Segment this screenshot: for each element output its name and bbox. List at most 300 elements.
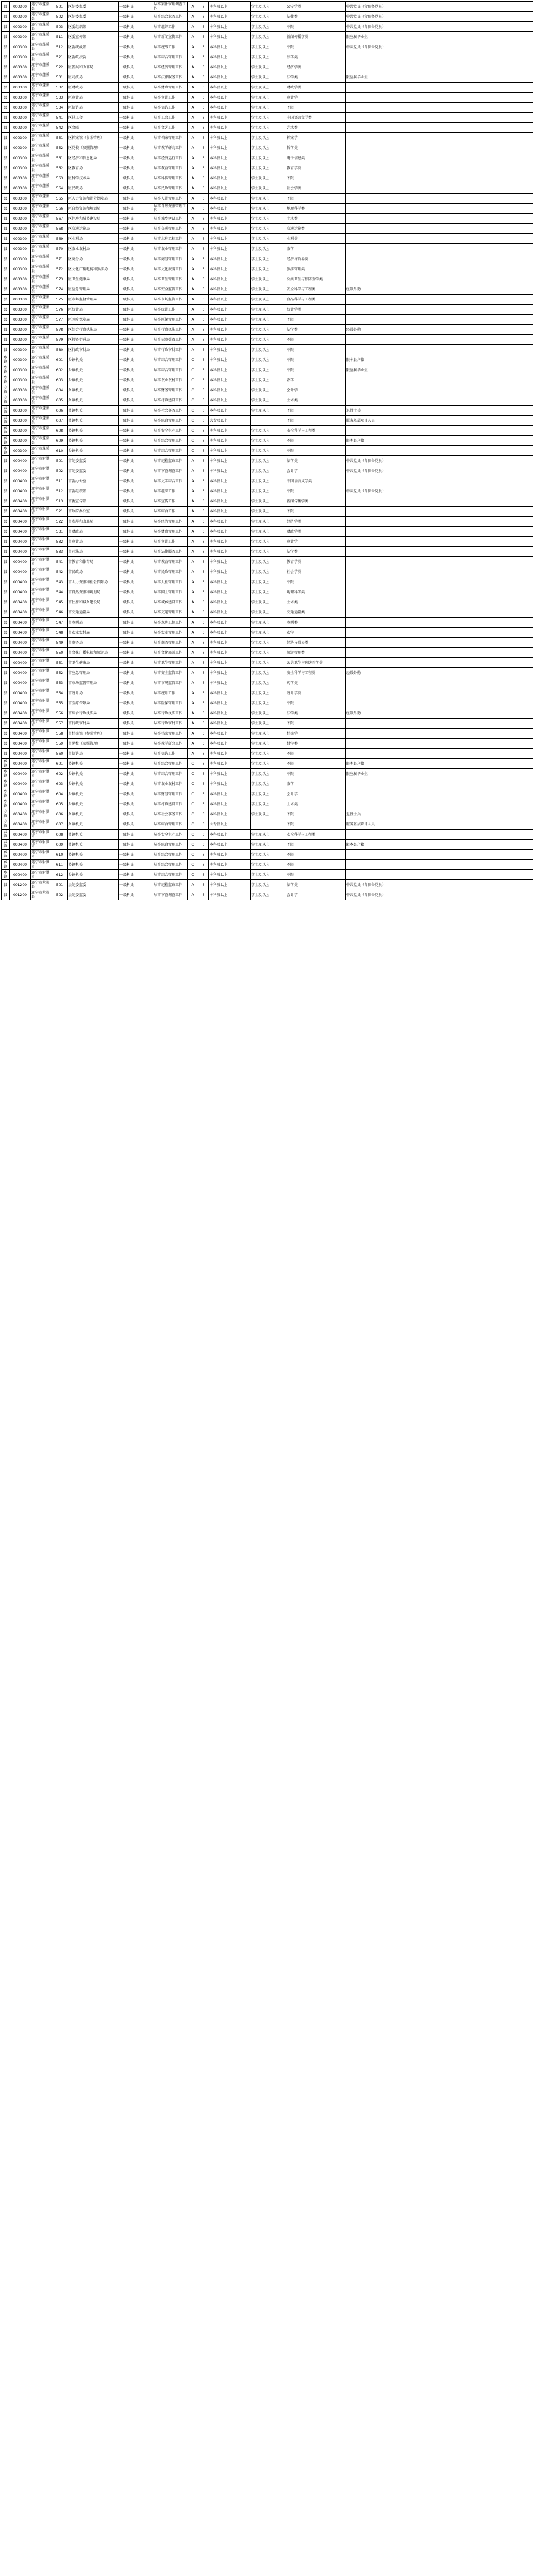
cell-recruit-num: A: [188, 173, 198, 183]
cell-level: 乡镇: [2, 355, 10, 365]
cell-ratio: 3: [198, 759, 209, 769]
cell-intro: 一级科员: [119, 395, 153, 406]
cell-cat: 从事市场监管工作: [153, 295, 188, 305]
cell-education: 本科及以上: [209, 93, 251, 103]
cell-level: 县: [2, 22, 10, 32]
cell-education: 本科及以上: [209, 557, 251, 567]
cell-education: 本科及以上: [209, 840, 251, 850]
cell-ratio: 3: [198, 284, 209, 295]
cell-level: 县: [2, 183, 10, 194]
cell-education: 本科及以上: [209, 456, 251, 466]
cell-recruit-num: A: [188, 577, 198, 587]
cell-ratio: 3: [198, 587, 209, 597]
cell-major: 不限: [286, 365, 346, 375]
cell-pos-code: 573: [52, 274, 68, 284]
cell-pos-code: 601: [52, 759, 68, 769]
cell-cat: 从事经济管理工作: [153, 62, 188, 72]
cell-degree: 学士及以上: [251, 486, 286, 496]
cell-pos-code: 551: [52, 133, 68, 143]
cell-code: 000400: [10, 719, 31, 729]
cell-pos-code: 501: [52, 880, 68, 890]
cell-cat: 从事审查调查工作: [153, 890, 188, 900]
cell-office: 遂宁市射洪市: [31, 557, 52, 567]
cell-intro: 一级科员: [119, 416, 153, 426]
table-row: [2, 194, 533, 204]
cell-level: 县: [2, 496, 10, 507]
cell-cat: 从事民政管理工作: [153, 567, 188, 577]
table-row: [2, 628, 533, 638]
cell-other: [346, 244, 533, 254]
cell-intro: 一级科员: [119, 163, 153, 173]
cell-position: 乡镇机关: [68, 759, 119, 769]
cell-cat: 从事综合管理工作: [153, 355, 188, 365]
cell-code: 000400: [10, 456, 31, 466]
cell-major: 社会学类: [286, 567, 346, 577]
cell-office: 遂宁市蓬溪县: [31, 93, 52, 103]
cell-pos-code: 513: [52, 496, 68, 507]
cell-cat: 从事综合管理工作: [153, 870, 188, 880]
cell-position: 市市场监督管理局: [68, 678, 119, 688]
cell-degree: 学士及以上: [251, 577, 286, 587]
cell-ratio: 3: [198, 446, 209, 456]
table-row: [2, 113, 533, 123]
cell-education: 本科及以上: [209, 83, 251, 93]
cell-other: [346, 335, 533, 345]
cell-ratio: 3: [198, 345, 209, 355]
cell-code: 000300: [10, 214, 31, 224]
cell-pos-code: 521: [52, 52, 68, 62]
cell-position: 市应急管理局: [68, 668, 119, 678]
table-row: [2, 93, 533, 103]
cell-office: 遂宁市射洪市: [31, 648, 52, 658]
cell-office: 遂宁市蓬溪县: [31, 214, 52, 224]
cell-office: 遂宁市射洪市: [31, 819, 52, 830]
table-row: [2, 224, 533, 234]
cell-other: [346, 375, 533, 385]
cell-major: 档案学: [286, 133, 346, 143]
cell-major: 公共卫生与预防医学类: [286, 658, 346, 668]
cell-education: 本科及以上: [209, 305, 251, 315]
cell-other: [346, 446, 533, 456]
cell-level: 乡镇: [2, 779, 10, 789]
cell-code: 000400: [10, 496, 31, 507]
cell-ratio: 3: [198, 607, 209, 618]
cell-ratio: 3: [198, 83, 209, 93]
cell-position: 区科学技术局: [68, 173, 119, 183]
cell-cat: 从事综合管理工作: [153, 436, 188, 446]
cell-ratio: 3: [198, 668, 209, 678]
cell-position: 区民政局: [68, 183, 119, 194]
cell-pos-code: 608: [52, 830, 68, 840]
cell-recruit-num: A: [188, 557, 198, 567]
cell-office: 遂宁市蓬溪县: [31, 436, 52, 446]
cell-recruit-num: A: [188, 688, 198, 698]
cell-level: 乡镇: [2, 860, 10, 870]
cell-major: 艺术类: [286, 123, 346, 133]
cell-pos-code: 502: [52, 890, 68, 900]
cell-level: 县: [2, 42, 10, 52]
cell-recruit-num: A: [188, 274, 198, 284]
cell-code: 001200: [10, 890, 31, 900]
table-row: [2, 284, 533, 295]
cell-code: 000400: [10, 537, 31, 547]
cell-office: 遂宁市蓬溪县: [31, 183, 52, 194]
cell-degree: 学士及以上: [251, 345, 286, 355]
cell-position: 市住房和城乡建设局: [68, 597, 119, 607]
cell-office: 遂宁市蓬溪县: [31, 325, 52, 335]
cell-office: 遂宁市射洪市: [31, 708, 52, 719]
cell-office: 遂宁市蓬溪县: [31, 123, 52, 133]
table-row: [2, 850, 533, 860]
cell-major: 法律类: [286, 12, 346, 22]
cell-recruit-num: C: [188, 436, 198, 446]
cell-recruit-num: A: [188, 678, 198, 688]
table-row: [2, 305, 533, 315]
cell-ratio: 3: [198, 638, 209, 648]
cell-office: 遂宁市射洪市: [31, 769, 52, 779]
cell-other: [346, 830, 533, 840]
cell-office: 遂宁市射洪市: [31, 830, 52, 840]
cell-position: 乡镇机关: [68, 840, 119, 850]
cell-degree: 学士及以上: [251, 42, 286, 52]
cell-other: 限本县户籍: [346, 840, 533, 850]
cell-ratio: 3: [198, 72, 209, 83]
cell-level: 县: [2, 739, 10, 749]
cell-other: 限应届毕业生: [346, 769, 533, 779]
cell-level: 县: [2, 62, 10, 72]
cell-intro: 一级科员: [119, 769, 153, 779]
cell-ratio: 3: [198, 335, 209, 345]
cell-intro: 一级科员: [119, 194, 153, 204]
cell-cat: 从事综合业务工作: [153, 12, 188, 22]
cell-cat: 从事安全监管工作: [153, 284, 188, 295]
cell-education: 本科及以上: [209, 759, 251, 769]
table-row: [2, 880, 533, 890]
cell-position: 乡镇机关: [68, 799, 119, 809]
cell-education: 本科及以上: [209, 355, 251, 365]
cell-recruit-num: A: [188, 618, 198, 628]
cell-intro: 一级科员: [119, 315, 153, 325]
table-row: [2, 103, 533, 113]
cell-other: [346, 678, 533, 688]
cell-other: [346, 234, 533, 244]
cell-position: 市文化广播电视和旅游局: [68, 648, 119, 658]
cell-major: 不限: [286, 870, 346, 880]
cell-pos-code: 571: [52, 254, 68, 264]
cell-intro: 一级科员: [119, 345, 153, 355]
cell-intro: 一级科员: [119, 830, 153, 840]
cell-major: 农学: [286, 628, 346, 638]
cell-level: 乡镇: [2, 850, 10, 860]
cell-ratio: 3: [198, 466, 209, 476]
cell-intro: 一级科员: [119, 224, 153, 234]
cell-recruit-num: A: [188, 547, 198, 557]
cell-ratio: 3: [198, 234, 209, 244]
cell-other: [346, 729, 533, 739]
table-row: [2, 557, 533, 567]
cell-education: 本科及以上: [209, 517, 251, 527]
cell-code: 000300: [10, 163, 31, 173]
cell-code: 000400: [10, 668, 31, 678]
cell-position: 市政府办公室: [68, 507, 119, 517]
cell-position: 市委办公室: [68, 476, 119, 486]
cell-other: [346, 799, 533, 809]
cell-ratio: 3: [198, 436, 209, 446]
cell-office: 遂宁市射洪市: [31, 799, 52, 809]
cell-ratio: 3: [198, 749, 209, 759]
cell-office: 遂宁市蓬溪县: [31, 42, 52, 52]
cell-code: 000400: [10, 476, 31, 486]
cell-other: 中共党员（含预备党员）: [346, 22, 533, 32]
cell-degree: 学士及以上: [251, 507, 286, 517]
cell-degree: 学士及以上: [251, 668, 286, 678]
table-row: [2, 62, 533, 72]
cell-code: 000300: [10, 83, 31, 93]
cell-education: 本科及以上: [209, 658, 251, 668]
cell-pos-code: 553: [52, 678, 68, 688]
table-row: [2, 264, 533, 274]
cell-ratio: 3: [198, 486, 209, 496]
cell-cat: 从事文艺工作: [153, 123, 188, 133]
cell-intro: 一级科员: [119, 305, 153, 315]
cell-other: [346, 254, 533, 264]
cell-degree: 学士及以上: [251, 143, 286, 153]
cell-cat: 从事卫生管理工作: [153, 274, 188, 284]
cell-position: 市人力资源和社会保障局: [68, 577, 119, 587]
cell-other: [346, 476, 533, 486]
cell-education: 本科及以上: [209, 527, 251, 537]
cell-pos-code: 563: [52, 173, 68, 183]
cell-position: 区医疗保障局: [68, 315, 119, 325]
cell-ratio: 3: [198, 769, 209, 779]
cell-other: [346, 163, 533, 173]
table-row: [2, 870, 533, 880]
cell-education: 本科及以上: [209, 254, 251, 264]
table-row: [2, 527, 533, 537]
cell-office: 遂宁市蓬溪县: [31, 72, 52, 83]
cell-education: 本科及以上: [209, 123, 251, 133]
cell-education: 本科及以上: [209, 365, 251, 375]
cell-major: 地理科学类: [286, 204, 346, 214]
cell-cat: 从事水利工程工作: [153, 234, 188, 244]
cell-intro: 一级科员: [119, 618, 153, 628]
cell-ratio: 3: [198, 850, 209, 860]
cell-education: 本科及以上: [209, 395, 251, 406]
cell-other: [346, 577, 533, 587]
cell-office: 遂宁市射洪市: [31, 779, 52, 789]
cell-education: 本科及以上: [209, 799, 251, 809]
cell-code: 000400: [10, 638, 31, 648]
cell-position: 市行政审批局: [68, 719, 119, 729]
cell-code: 000300: [10, 194, 31, 204]
cell-recruit-num: A: [188, 486, 198, 496]
cell-recruit-num: A: [188, 194, 198, 204]
cell-degree: 学士及以上: [251, 204, 286, 214]
cell-ratio: 3: [198, 779, 209, 789]
cell-degree: 学士及以上: [251, 496, 286, 507]
cell-education: 本科及以上: [209, 406, 251, 416]
cell-recruit-num: A: [188, 466, 198, 476]
cell-code: 000300: [10, 305, 31, 315]
cell-level: 县: [2, 83, 10, 93]
cell-cat: 从事文字综合工作: [153, 476, 188, 486]
table-row: [2, 587, 533, 597]
cell-position: 乡镇机关: [68, 416, 119, 426]
cell-cat: 从事经济管理工作: [153, 517, 188, 527]
cell-cat: 从事信访工作: [153, 749, 188, 759]
cell-code: 000300: [10, 315, 31, 325]
cell-major: 药学类: [286, 678, 346, 688]
cell-position: 乡镇机关: [68, 789, 119, 799]
cell-level: 县: [2, 305, 10, 315]
cell-level: 乡镇: [2, 436, 10, 446]
table-row: [2, 133, 533, 143]
cell-degree: 学士及以上: [251, 658, 286, 668]
cell-major: 不限: [286, 355, 346, 365]
cell-position: 乡镇机关: [68, 355, 119, 365]
cell-level: 乡镇: [2, 395, 10, 406]
cell-degree: 学士及以上: [251, 870, 286, 880]
cell-education: 本科及以上: [209, 113, 251, 123]
cell-education: 本科及以上: [209, 809, 251, 819]
cell-ratio: 3: [198, 819, 209, 830]
cell-ratio: 3: [198, 658, 209, 668]
cell-degree: 学士及以上: [251, 446, 286, 456]
cell-ratio: 3: [198, 476, 209, 486]
cell-office: 遂宁市射洪市: [31, 638, 52, 648]
cell-other: 限应届毕业生: [346, 32, 533, 42]
cell-position: 区纪委监委: [68, 12, 119, 22]
cell-ratio: 3: [198, 799, 209, 809]
cell-pos-code: 521: [52, 507, 68, 517]
cell-code: 000400: [10, 466, 31, 476]
cell-level: 县: [2, 557, 10, 567]
cell-code: 000300: [10, 62, 31, 72]
cell-intro: 一级科员: [119, 870, 153, 880]
cell-education: 大专及以上: [209, 819, 251, 830]
cell-major: 法学类: [286, 880, 346, 890]
cell-recruit-num: A: [188, 2, 198, 12]
cell-cat: 从事审计工作: [153, 93, 188, 103]
cell-intro: 一级科员: [119, 83, 153, 93]
cell-recruit-num: A: [188, 880, 198, 890]
cell-code: 000300: [10, 436, 31, 446]
cell-cat: 从事市场监管工作: [153, 678, 188, 688]
cell-education: 本科及以上: [209, 72, 251, 83]
cell-education: 本科及以上: [209, 708, 251, 719]
cell-office: 遂宁市蓬溪县: [31, 416, 52, 426]
cell-intro: 一级科员: [119, 335, 153, 345]
cell-office: 遂宁市蓬溪县: [31, 365, 52, 375]
cell-degree: 学士及以上: [251, 547, 286, 557]
cell-office: 遂宁市蓬溪县: [31, 315, 52, 325]
cell-pos-code: 542: [52, 567, 68, 577]
cell-intro: 一级科员: [119, 527, 153, 537]
cell-ratio: 3: [198, 739, 209, 749]
cell-intro: 一级科员: [119, 840, 153, 850]
cell-intro: 一级科员: [119, 355, 153, 365]
cell-pos-code: 522: [52, 517, 68, 527]
cell-intro: 一级科员: [119, 375, 153, 385]
cell-major: 水利类: [286, 618, 346, 628]
cell-major: 不限: [286, 850, 346, 860]
cell-other: 经常外勤: [346, 668, 533, 678]
cell-other: [346, 224, 533, 234]
cell-recruit-num: A: [188, 163, 198, 173]
cell-ratio: 3: [198, 860, 209, 870]
cell-intro: 一级科员: [119, 496, 153, 507]
cell-major: 不限: [286, 507, 346, 517]
cell-intro: 一级科员: [119, 719, 153, 729]
cell-recruit-num: A: [188, 204, 198, 214]
cell-other: [346, 214, 533, 224]
cell-intro: 一级科员: [119, 284, 153, 295]
cell-position: 乡镇机关: [68, 446, 119, 456]
cell-code: 001200: [10, 880, 31, 890]
cell-education: 本科及以上: [209, 870, 251, 880]
cell-cat: 从事安全生产工作: [153, 830, 188, 840]
cell-pos-code: 550: [52, 648, 68, 658]
cell-major: 不限: [286, 719, 346, 729]
cell-office: 遂宁市蓬溪县: [31, 143, 52, 153]
cell-pos-code: 569: [52, 234, 68, 244]
cell-other: [346, 850, 533, 860]
cell-degree: 学士及以上: [251, 789, 286, 799]
cell-intro: 一级科员: [119, 860, 153, 870]
cell-recruit-num: A: [188, 597, 198, 607]
cell-education: 本科及以上: [209, 224, 251, 234]
cell-cat: 从事统战工作: [153, 42, 188, 52]
table-row: [2, 537, 533, 547]
cell-recruit-num: A: [188, 456, 198, 466]
cell-position: 区文化广播电视和旅游局: [68, 264, 119, 274]
cell-level: 县: [2, 194, 10, 204]
cell-code: 000400: [10, 779, 31, 789]
cell-level: 县: [2, 476, 10, 486]
cell-position: 县纪委监委: [68, 880, 119, 890]
cell-cat: 从事工会工作: [153, 113, 188, 123]
cell-office: 遂宁市蓬溪县: [31, 163, 52, 173]
cell-pos-code: 609: [52, 840, 68, 850]
cell-other: 服务基层项目人员: [346, 416, 533, 426]
cell-recruit-num: A: [188, 123, 198, 133]
cell-ratio: 3: [198, 365, 209, 375]
cell-ratio: 3: [198, 456, 209, 466]
cell-ratio: 3: [198, 416, 209, 426]
cell-intro: 一级科员: [119, 759, 153, 769]
table-row: [2, 840, 533, 850]
cell-cat: 从事纪检监察工作: [153, 456, 188, 466]
cell-cat: 从事科技管理工作: [153, 173, 188, 183]
cell-other: 服务基层项目人员: [346, 819, 533, 830]
table-row: [2, 183, 533, 194]
cell-major: 不限: [286, 416, 346, 426]
cell-pos-code: 531: [52, 72, 68, 83]
cell-intro: 一级科员: [119, 486, 153, 496]
cell-office: 遂宁市蓬溪县: [31, 62, 52, 72]
cell-intro: 一级科员: [119, 436, 153, 446]
cell-other: [346, 295, 533, 305]
cell-code: 000300: [10, 406, 31, 416]
table-row: [2, 708, 533, 719]
table-row: [2, 395, 533, 406]
cell-education: 大专及以上: [209, 416, 251, 426]
cell-recruit-num: A: [188, 83, 198, 93]
cell-level: 县: [2, 486, 10, 496]
cell-pos-code: 567: [52, 214, 68, 224]
cell-major: 新闻传播学类: [286, 32, 346, 42]
cell-code: 000300: [10, 264, 31, 274]
